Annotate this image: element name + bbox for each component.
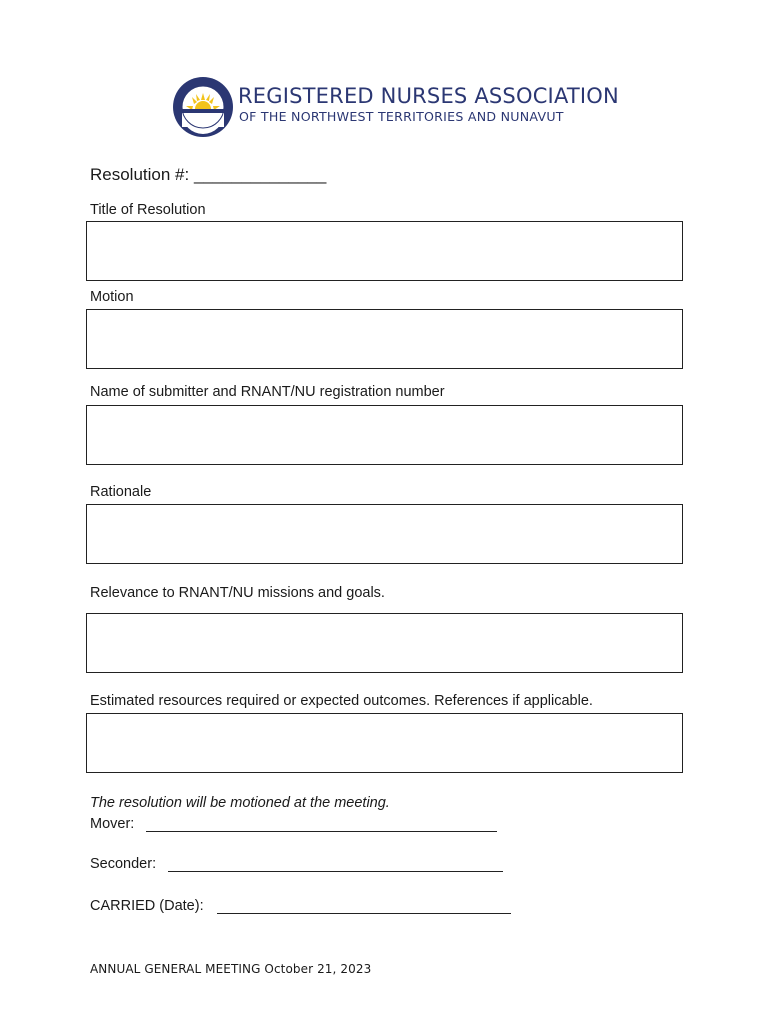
motion-label: Motion <box>90 289 134 305</box>
rationale-input[interactable] <box>86 504 683 564</box>
organization-logo <box>172 76 619 138</box>
seconder-label: Seconder: <box>90 856 157 872</box>
seconder-input[interactable] <box>168 871 503 872</box>
resources-label: Estimated resources required or expected outcomes. References if applicable. <box>90 693 593 709</box>
resources-input[interactable] <box>86 713 683 773</box>
title-of-resolution-input[interactable] <box>86 221 683 281</box>
organization-subtitle: OF THE NORTHWEST TERRITORIES AND NUNAVUT <box>239 109 564 124</box>
footer-meeting-date: ANNUAL GENERAL MEETING October 21, 2023 <box>90 962 372 976</box>
relevance-label: Relevance to RNANT/NU missions and goals. <box>90 585 385 601</box>
carried-date-label: CARRIED (Date): <box>90 898 204 914</box>
mover-input[interactable] <box>146 831 497 832</box>
motion-note: The resolution will be motioned at the meeting. <box>90 795 390 811</box>
title-of-resolution-label: Title of Resolution <box>90 202 206 218</box>
submitter-label: Name of submitter and RNANT/NU registration number <box>90 384 445 400</box>
carried-date-input[interactable] <box>217 913 511 914</box>
mover-label: Mover: <box>90 816 135 832</box>
motion-input[interactable] <box>86 309 683 369</box>
rationale-label: Rationale <box>90 484 152 500</box>
organization-name: REGISTERED NURSES ASSOCIATION <box>238 84 619 108</box>
resolution-number-field[interactable]: Resolution #: ______________ <box>90 165 327 184</box>
relevance-input[interactable] <box>86 613 683 673</box>
sun-logo-icon <box>172 76 234 138</box>
submitter-input[interactable] <box>86 405 683 465</box>
